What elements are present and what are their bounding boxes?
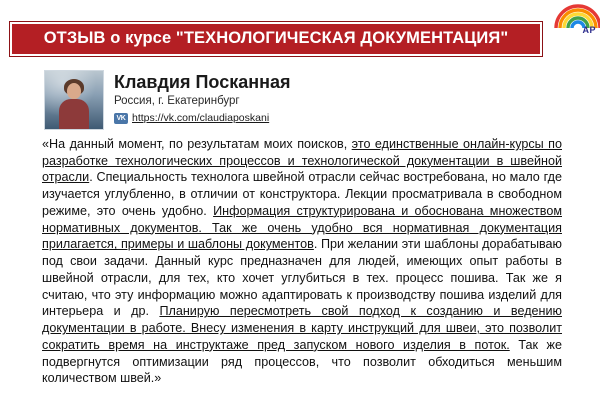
brand-logo (546, 0, 600, 40)
review-segment: «На данный момент, по результатам моих поисков, (42, 137, 352, 151)
logo-text: АР (582, 25, 596, 35)
vk-icon: VK (114, 113, 128, 124)
review-highlight: Информация структурирована и обоснована множеством нормативных документов. Так же очень удобно вся нормативная документация прилагается, примеры и шаблоны документов (42, 203, 562, 252)
review-highlight: Планирую пересмотреть свой подход к созданию и ведению документации в работе. Внесу изменения в карту инструкций для швеи, это позволит сократить время на инструктаже пред запуском нового изделия в поток. (42, 304, 562, 352)
page-title-banner (10, 22, 542, 56)
review-segment: Так же подвергнутся оптимизации ряд процессов, что позволит обходиться меньшим количеством швей.» (42, 337, 562, 386)
author-block (44, 70, 464, 128)
avatar (44, 70, 104, 130)
review-segment: . При желании эти шаблоны дорабатываю под свои задачи. Данный курс предназначен для людей, имеющих опыт работы в швейной отрасли, для тех, кто хочет углубиться в тех. процесс пошива. Так же я считаю, что эту информацию можно адаптировать к производству пошива изделий для интерьера и др. (42, 237, 562, 319)
author-profile-link[interactable]: https://vk.com/claudiaposkani (132, 112, 270, 124)
review-highlight: это единственные онлайн-курсы по разработке технологических процессов и технологической документации в швейной отрасли (42, 137, 562, 185)
review-segment: . Специальность технолога швейной отрасли сейчас востребована, но мало где изучается углубленно, в отличии от конструктора. Лекции просматривала в свободном режиме, это очень удобно. (42, 170, 562, 218)
author-link-row[interactable] (114, 112, 269, 124)
review-text (42, 136, 562, 387)
page-title: ОТЗЫВ о курсе "ТЕХНОЛОГИЧЕСКАЯ ДОКУМЕНТАЦИЯ" (43, 29, 509, 47)
author-name: Клавдия Посканная (114, 72, 291, 92)
author-location: Россия, г. Екатеринбург (114, 95, 240, 107)
